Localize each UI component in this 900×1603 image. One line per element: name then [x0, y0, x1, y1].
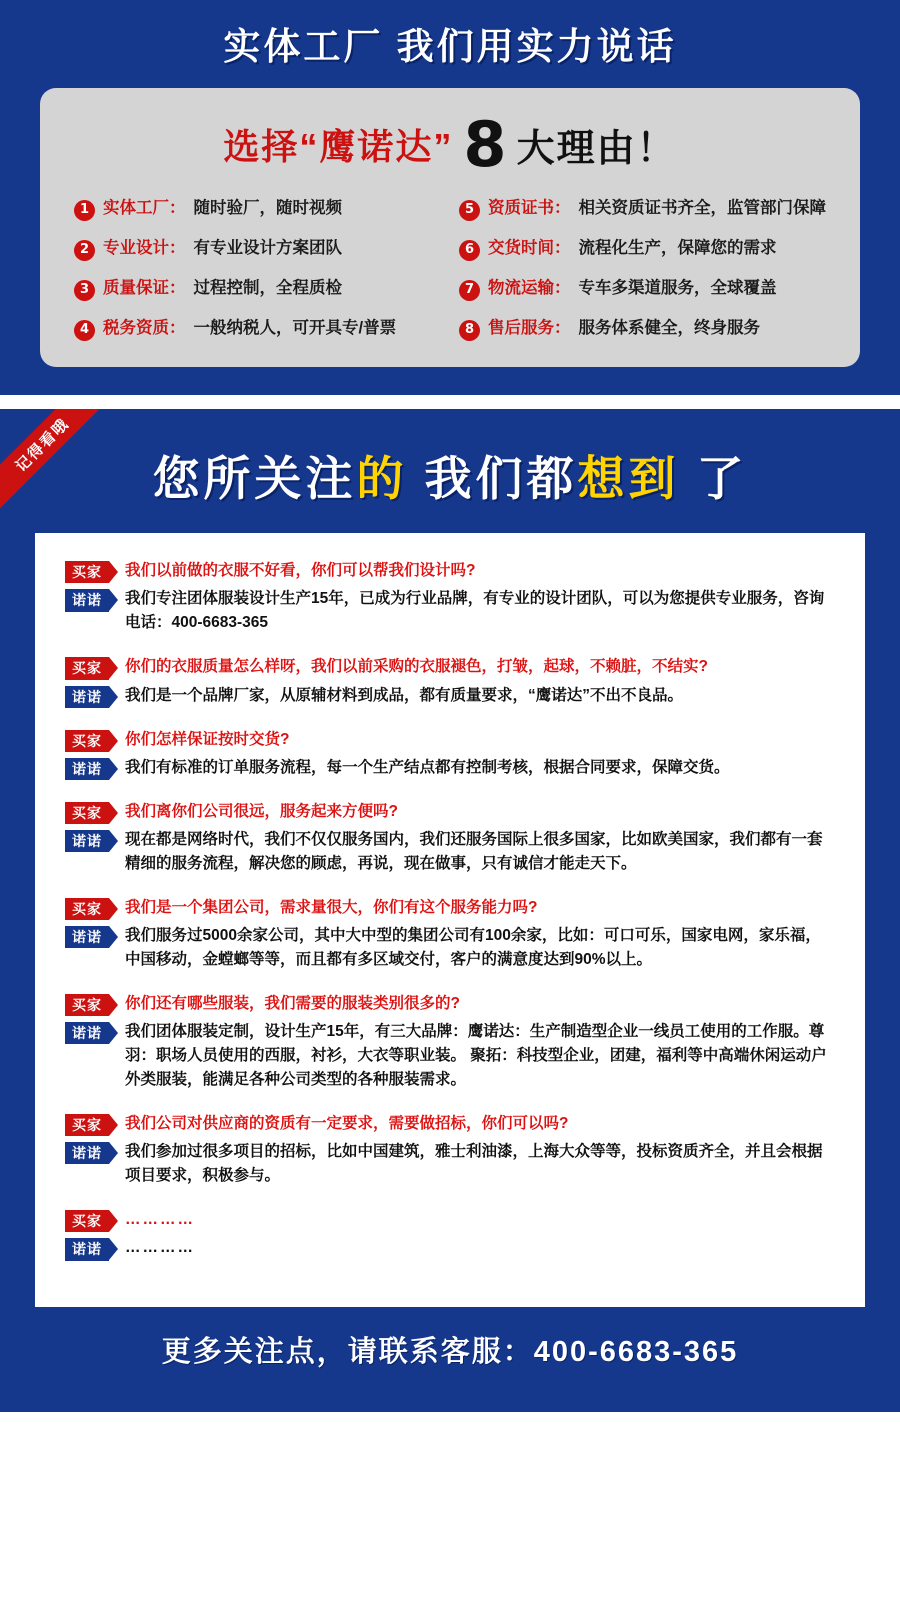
reasons-title-prefix: 选择“鹰诺达”: [223, 126, 454, 168]
faq-card: [35, 533, 865, 1306]
reason-text: 服务体系健全，终身服务: [578, 318, 760, 337]
company-tag: 诺诺: [65, 1022, 109, 1044]
faq-headline-part-1: 您所关注: [152, 451, 357, 505]
qa-block: [65, 559, 835, 655]
buyer-tag: 买家: [65, 561, 109, 583]
main-headline: 实体工厂 我们用实力说话: [223, 26, 677, 67]
answer-row: [65, 924, 835, 976]
qa-block: [65, 1112, 835, 1208]
question-text: 你们怎样保证按时交货?: [125, 730, 290, 748]
reason-number-badge: 3: [74, 280, 95, 301]
faq-headline-part-3: 我们都: [407, 451, 578, 505]
reason-label: 售后服务：: [488, 318, 571, 337]
answer-text: …………: [125, 1239, 195, 1257]
company-tag: 诺诺: [65, 1142, 109, 1164]
qa-block: [65, 728, 835, 800]
question-text: 我们以前做的衣服不好看，你们可以帮我们设计吗?: [125, 562, 476, 580]
company-tag: 诺诺: [65, 589, 109, 611]
company-tag: 诺诺: [65, 758, 109, 780]
reason-number-badge: 2: [74, 240, 95, 261]
buyer-tag: 买家: [65, 994, 109, 1016]
question-row: [65, 728, 835, 756]
reason-label: 税务资质：: [103, 318, 186, 337]
company-tag: 诺诺: [65, 926, 109, 948]
qa-block: [65, 896, 835, 992]
answer-text: 我们服务过5000余家公司，其中大中型的集团公司有100余家，比如：可口可乐，国家电网，家乐福，中国移动，金螳螂等等，而且都有多区域交付，客户的满意度达到90%以上。: [125, 927, 821, 969]
question-row: [65, 800, 835, 828]
reason-label: 物流运输：: [488, 278, 571, 297]
reasons-card: [40, 88, 860, 367]
question-text: 我们公司对供应商的资质有一定要求，需要做招标，你们可以吗?: [125, 1115, 569, 1133]
reason-text: 一般纳税人，可开具专/普票: [193, 318, 397, 337]
reason-text: 相关资质证书齐全，监管部门保障: [578, 198, 826, 217]
reason-label: 质量保证：: [103, 278, 186, 297]
answer-row: [65, 684, 835, 712]
reason-number-badge: 7: [459, 280, 480, 301]
answer-row: [65, 1020, 835, 1096]
corner-ribbon: 记得看哦: [0, 409, 110, 512]
reason-item: [459, 318, 826, 341]
footer-contact: 更多关注点，请联系客服：400-6683-365: [0, 1307, 900, 1394]
reason-number-badge: 8: [459, 320, 480, 341]
answer-row: [65, 587, 835, 639]
buyer-tag: 买家: [65, 657, 109, 679]
question-row: [65, 992, 835, 1020]
buyer-tag: 买家: [65, 898, 109, 920]
reasons-section: [0, 0, 900, 395]
qa-block: [65, 992, 835, 1112]
qa-block: [65, 800, 835, 896]
faq-headline-part-2: 的: [356, 451, 408, 505]
reason-text: 流程化生产，保障您的需求: [578, 238, 777, 257]
faq-headline: [0, 409, 900, 533]
answer-row: [65, 1140, 835, 1192]
reason-number-badge: 1: [74, 200, 95, 221]
faq-headline-part-5: 了: [679, 451, 748, 505]
reason-label: 资质证书：: [488, 198, 571, 217]
answer-text: 我们是一个品牌厂家，从原辅材料到成品，都有质量要求，“鹰诺达”不出不良品。: [125, 686, 684, 704]
buyer-tag: 买家: [65, 802, 109, 824]
reason-text: 专车多渠道服务，全球覆盖: [578, 278, 777, 297]
reason-text: 有专业设计方案团队: [193, 238, 342, 257]
reasons-title-suffix: 大理由！: [516, 128, 677, 171]
buyer-tag: 买家: [65, 1210, 109, 1232]
question-row: [65, 1208, 835, 1236]
question-row: [65, 655, 835, 683]
company-tag: 诺诺: [65, 686, 109, 708]
answer-row: [65, 1236, 835, 1264]
answer-text: 我们参加过很多项目的招标，比如中国建筑，雅士利油漆，上海大众等等，投标资质齐全，并且会根据项目要求，积极参与。: [125, 1143, 823, 1185]
answer-row: [65, 828, 835, 880]
faq-headline-part-4: 想到: [577, 451, 680, 505]
answer-text: 现在都是网络时代，我们不仅仅服务国内，我们还服务国际上很多国家，比如欧美国家，我们都有一套精细的服务流程，解决您的顾虑，再说，现在做事，只有诚信才能走天下。: [125, 830, 823, 872]
reason-item: [74, 278, 441, 301]
question-row: [65, 559, 835, 587]
reasons-card-title: [74, 107, 826, 198]
reason-item: [459, 238, 826, 261]
company-tag: 诺诺: [65, 1238, 109, 1260]
reason-item: [74, 238, 441, 261]
company-tag: 诺诺: [65, 830, 109, 852]
reasons-grid: [74, 198, 826, 341]
reason-text: 过程控制，全程质检: [193, 278, 342, 297]
reason-item: [74, 318, 441, 341]
reason-label: 交货时间：: [488, 238, 571, 257]
question-text: 我们是一个集团公司，需求量很大，你们有这个服务能力吗?: [125, 898, 538, 916]
reason-number-badge: 5: [459, 200, 480, 221]
answer-row: [65, 756, 835, 784]
qa-block: [65, 655, 835, 727]
question-row: [65, 1112, 835, 1140]
answer-text: 我们有标准的订单服务流程，每一个生产结点都有控制考核，根据合同要求，保障交货。: [125, 758, 730, 776]
section-divider: [0, 395, 900, 409]
reason-item: [74, 198, 441, 221]
reason-item: [459, 278, 826, 301]
question-text: …………: [125, 1211, 195, 1229]
reason-item: [459, 198, 826, 221]
question-row: [65, 896, 835, 924]
question-text: 你们的衣服质量怎么样呀，我们以前采购的衣服褪色，打皱，起球，不赖脏，不结实?: [125, 658, 708, 676]
reason-number-badge: 6: [459, 240, 480, 261]
question-text: 我们离你们公司很远，服务起来方便吗?: [125, 802, 398, 820]
answer-text: 我们专注团体服装设计生产15年，已成为行业品牌，有专业的设计团队，可以为您提供专业服务，咨询电话：400-6683-365: [125, 590, 825, 632]
reason-number-badge: 4: [74, 320, 95, 341]
answer-text: 我们团体服装定制，设计生产15年，有三大品牌：鹰诺达：生产制造型企业一线员工使用的工作服。尊羽：职场人员使用的西服，衬衫，大衣等职业装。 聚拓：科技型企业，团建，福利等中高端休闲运动户外类服装，能满足各种公司类型的各种服装需求。: [125, 1023, 827, 1089]
reason-text: 随时验厂，随时视频: [193, 198, 342, 217]
reasons-title-number: 8: [463, 107, 507, 181]
qa-block: [65, 1208, 835, 1280]
question-text: 你们还有哪些服装，我们需要的服装类别很多的?: [125, 995, 460, 1013]
buyer-tag: 买家: [65, 730, 109, 752]
faq-section: [0, 409, 900, 1412]
reason-label: 实体工厂：: [103, 198, 186, 217]
buyer-tag: 买家: [65, 1114, 109, 1136]
reason-label: 专业设计：: [103, 238, 186, 257]
